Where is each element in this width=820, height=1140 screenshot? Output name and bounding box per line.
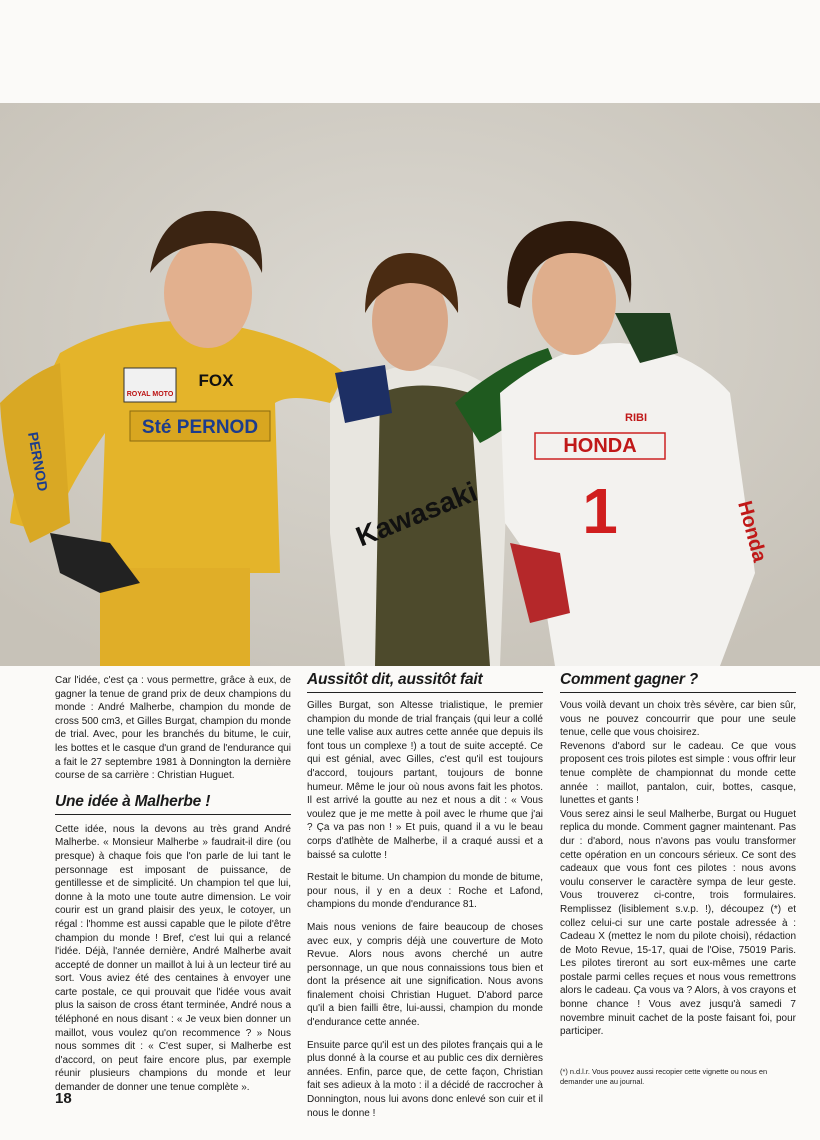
choix-paragraph: Vous voilà devant un choix très sévère, car bien sûr, vous ne pouvez concourrir que pour une seule tenue, celle que vous choisirez. (560, 700, 796, 739)
heading-aussitot-dit: Aussitôt dit, aussitôt fait (307, 670, 543, 693)
royal-moto-patch: ROYAL MOTO (126, 391, 174, 398)
sleeve-honda-text: Honda (733, 498, 771, 565)
adieux-paragraph: Ensuite parce qu'il est un des pilotes français qui a le plus donné à la course et au public ces dix dernières années. Enfin, parce que, de cette façon, Christian fait ses adieux à la moto : il a décidé de raccrocher à Donnington, nous lui avons donc enlevé son cuir et il nous le donne ! (307, 1039, 543, 1119)
fox-logo: FOX (198, 371, 234, 390)
regles-paragraph: Vous serez ainsi le seul Malherbe, Burgat ou Huguet replica du monde. Comment gagner maintenant. Pas dur : d'abord, nous n'avons pas voulu transformer cette opération en un concours sérieux. Ce sont des cadeaux que vous font ces pilotes : nous avons voulu conserver le caractère sympa de leur geste. Vous trouverez ci-contre, trois formulaires. Remplissez (lisiblement s.v.p. !), découpez (*) et collez celui-ci sur une carte postale adressée à : Cadeau X (mettez le nom du pilote choisi), rédaction de Moto Revue, 15-17, quai de l'Oise, 75019 Paris. Les pilotes tireront au sort eux-mêmes une carte postale parmi celles reçues et nous vous remettrons alors le cadeau. Ça vous va ? Alors, à vos crayons et bonne chance ! Vous avez jusqu'à samedi 7 novembre minuit cachet de la poste faisant foi, pour participer. (560, 808, 796, 1038)
race-number-1: 1 (582, 475, 618, 547)
ribi-patch: RIBI (625, 412, 647, 424)
sleeve-pernod-text: PERNOD (25, 430, 52, 493)
malherbe-paragraph: Cette idée, nous la devons au très grand André Malherbe. « Monsieur Malherbe » faudrait-il dire (ou presque) à chaque fois que l'on parle de lui tant le personnage est imposant de puissance, de gentillesse et de simplicité. Un champion tel que lui, donne à la moto une toute autre dimension. Le voir courir est un grand plaisir des yeux, le cotoyer, un régal : l'homme est aussi capable que le pilote d'être champion du monde ! Bref, c'est lui qui a relancé l'idée. Déjà, l'année dernière, André Malherbe avait accepté de donner un maillot à lui à un lecteur tiré au sort. Vous aviez été des centaines à envoyer une carte postale, ce qui prouvait que l'idée vous avait plus la saison de cross étant terminée, André nous a téléphoné en nous disant : « Je veux bien donner un maillot, vous voulez qu'on recommence ? » Nous nous sommes dit : « C'est super, si Malherbe est d'accord, on peut faire encore plus, par exemple réunir plusieurs champions du monde et leur demander de donner une tenue complète ». (55, 823, 291, 1094)
page-number: 18 (55, 1090, 72, 1107)
burgat-paragraph: Gilles Burgat, son Altesse trialistique, le premier champion du monde de trial français (qui leur a collé une telle valise aux autres cette année que depuis ils font tous un complexe !) a tout de suite accepté. Ce qui est génial, avec Gilles, c'est qu'il est toujours d'accord, toujours partant, toujours de bonne humeur. Même le jour où nous avons fait les photos. Il est arrivé la goutte au nez et nous a dit : « Vous voulez que je me mette à poil avec le rhume que j'ai ? Ça va pas non ! » Et puis, quand il a vu le beau corps d'atlhète de Malherbe, il a craqué aussi et a baissé sa culotte ! (307, 700, 543, 861)
column-2 (307, 670, 543, 1129)
jersey-pernod-text: Sté PERNOD (141, 417, 259, 438)
heading-une-idee-a-malherbe: Une idée à Malherbe ! (55, 792, 291, 815)
riders-illustration (0, 103, 820, 666)
honda-text: HONDA (563, 435, 637, 457)
bitume-paragraph: Restait le bitume. Un champion du monde de bitume, pour nous, il y en a deux : Roche et Lafond, champions du monde d'endurance 81. (307, 872, 543, 911)
editor-note: (*) n.d.l.r. Vous pouvez aussi recopier cette vignette ou nous en demander une au journal. (560, 1067, 768, 1086)
huguet-paragraph: Mais nous venions de faire beaucoup de choses avec eux, y compris déjà une couverture de Moto Revue. Alors nous avons cherché un autre personnage, un que nous connaissions tous bien et dont la présence ait une signification. Nous avons finalement choisi Christian Huguet. D'abord parce qu'il a bien failli être, lui-aussi, champion du monde d'endurance cette année. (307, 921, 543, 1029)
intro-paragraph: Car l'idée, c'est ça : vous permettre, grâce à eux, de gagner la tenue de grand prix de deux champions du monde : André Malherbe, champion du monde de cross 500 cm3, et Gilles Burgat, champion du monde de trial. Avec, pour les branchés du bitume, le cuir, les bottes et le casque d'un grand de l'endurance qui a fait le 27 septembre 1981 à Donnington la dernière course de sa carrière : Christian Huguet. (55, 675, 291, 782)
kawasaki-text: Kawasaki (351, 475, 482, 553)
heading-comment-gagner: Comment gagner ? (560, 670, 796, 693)
column-1 (55, 674, 291, 1104)
cadeau-paragraph: Revenons d'abord sur le cadeau. Ce que vous proposent ces trois pilotes est simple : vous offrir leur tenue complète de championnat du monde cette année : maillot, pantalon, cuir, bottes, casque, lunettes et gants ! (560, 740, 796, 807)
column-3 (560, 670, 796, 1048)
photo-three-champions (0, 103, 820, 666)
